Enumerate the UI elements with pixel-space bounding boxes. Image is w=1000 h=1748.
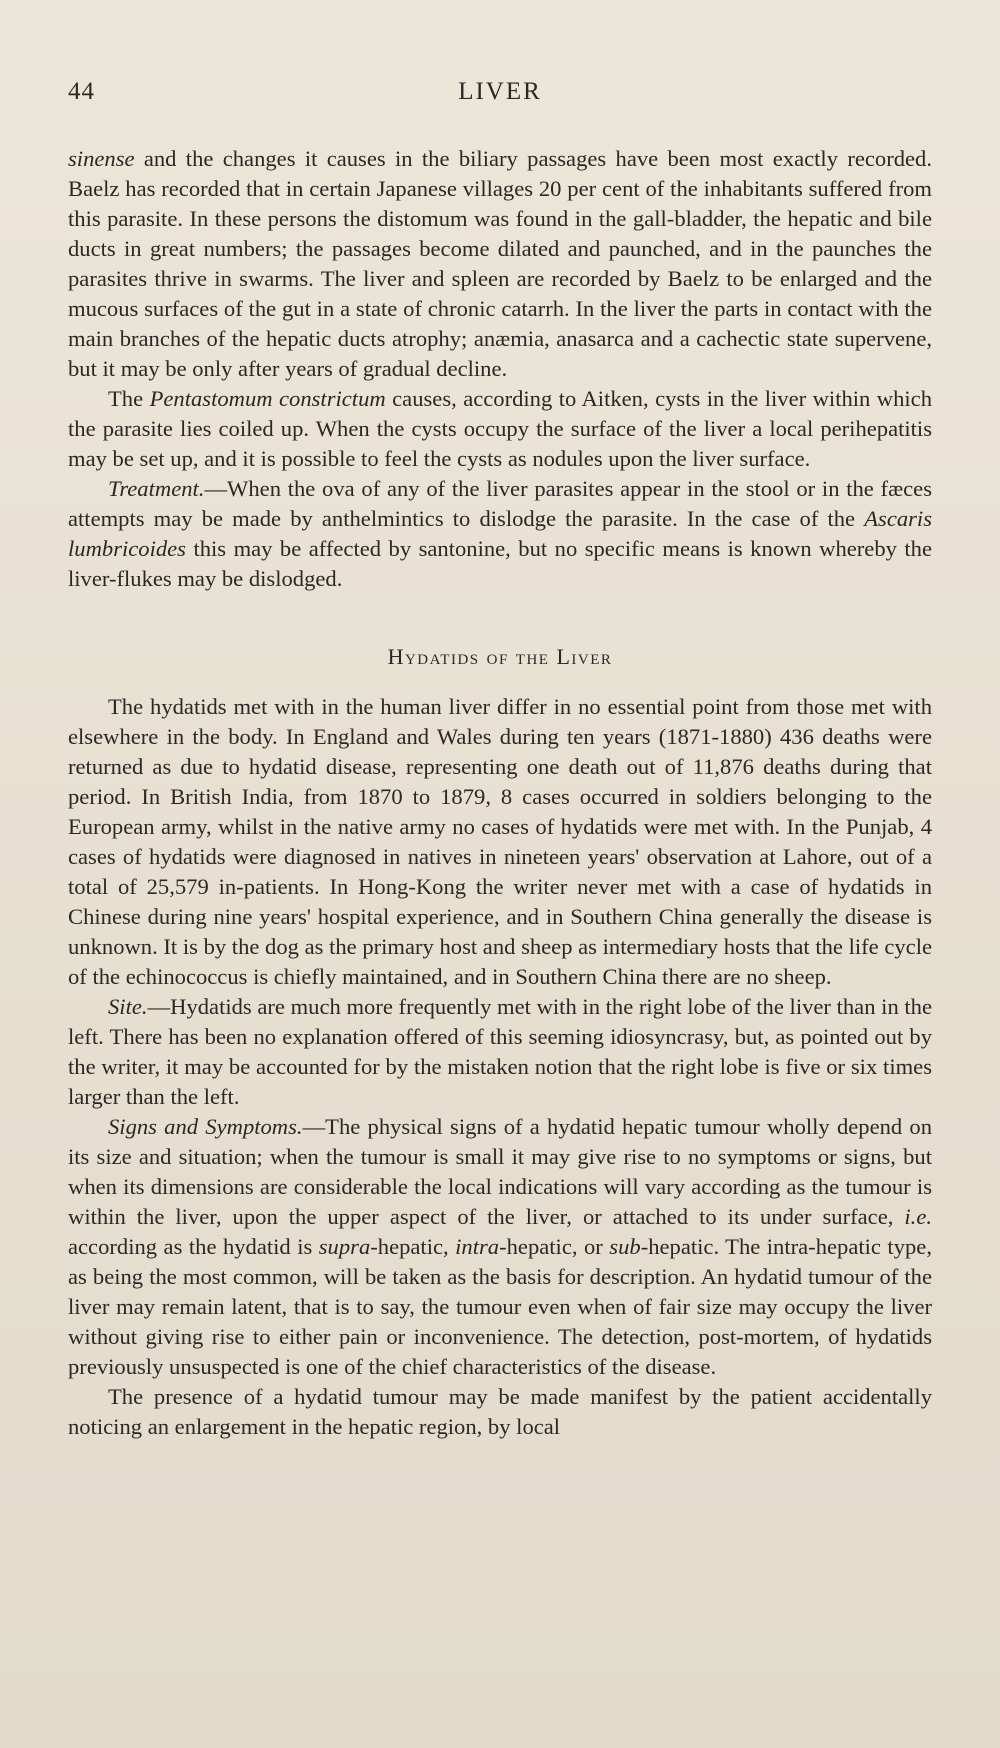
- italic-text: i.e.: [904, 1204, 932, 1229]
- text-run: —Hydatids are much more frequently met with in the right lobe of the liver than in the left. There has been no explanation offered of this seeming idiosyncrasy, but, as pointed out by the writer, it may be accounted for by the mistaken notion that the right lobe is five or six times larger than the left.: [68, 994, 932, 1109]
- italic-text: sinense: [68, 146, 135, 171]
- body-text: [68, 144, 932, 1442]
- paragraphs-before-heading: [68, 144, 932, 594]
- paragraph-p7: [68, 1382, 932, 1442]
- italic-text: Ascaris lumbricoides: [68, 506, 932, 561]
- text-run: and the changes it causes in the biliary passages have been most exactly recorded. Baelz has recorded that in certain Japanese villages 20 per cent of the inhabitants suffered from this parasite. In these persons the distomum was found in the gall-bladder, the hepatic and bile ducts in great numbers; the passages become dilated and paunched, and in the paunches the parasites thrive in swarms. The liver and spleen are recorded by Baelz to be enlarged and the mucous surfaces of the gut in a state of chronic catarrh. In the liver the parts in contact with the main branches of the hepatic ducts atrophy; anæmia, anasarca and a cachectic state supervene, but it may be only after years of gradual decline.: [68, 146, 932, 381]
- text-run: —When the ova of any of the liver parasites appear in the stool or in the fæces attempts may be made by anthelmintics to dislodge the parasite. In the case of the: [68, 476, 932, 531]
- page-number: 44: [68, 78, 95, 105]
- paragraph-p5: [68, 992, 932, 1112]
- italic-text: sub: [609, 1234, 641, 1259]
- text-run: The: [108, 386, 150, 411]
- running-header: [68, 78, 932, 118]
- paragraph-p6: [68, 1112, 932, 1382]
- running-title: LIVER: [458, 78, 542, 105]
- paragraph-p2: [68, 384, 932, 474]
- paragraph-p1: [68, 144, 932, 384]
- italic-text: Signs and Symptoms.: [108, 1114, 303, 1139]
- text-run: according as the hydatid is: [68, 1234, 319, 1259]
- paragraph-p4: [68, 692, 932, 992]
- italic-text: Site.: [108, 994, 148, 1019]
- paragraphs-after-heading: [68, 692, 932, 1442]
- italic-text: Pentastomum constrictum: [149, 386, 386, 411]
- paragraph-p3: [68, 474, 932, 594]
- italic-text: intra: [455, 1234, 500, 1259]
- text-run: this may be affected by santonine, but no specific means is known whereby the liver-flukes may be dislodged.: [68, 536, 932, 591]
- text-run: causes, according to Aitken, cysts in the liver within which the parasite lies coiled up. When the cysts occupy the surface of the liver a local perihepatitis may be set up, and it is possible to feel the cysts as nodules upon the liver surface.: [68, 386, 932, 471]
- text-run: -hepatic,: [370, 1234, 456, 1259]
- text-run: The presence of a hydatid tumour may be made manifest by the patient accidentally noticing an enlargement in the hepatic region, by local: [68, 1384, 932, 1439]
- italic-text: supra: [318, 1234, 371, 1259]
- italic-text: Treatment.: [108, 476, 205, 501]
- text-run: The hydatids met with in the human liver differ in no essential point from those met with elsewhere in the body. In England and Wales during ten years (1871-1880) 436 deaths were returned as due to hydatid disease, representing one death out of 11,876 deaths during that period. In British India, from 1870 to 1879, 8 cases occurred in soldiers belonging to the European army, whilst in the native army no cases of hydatids were met with. In the Punjab, 4 cases of hydatids were diagnosed in natives in nineteen years' observation at Lahore, out of a total of 25,579 in-patients. In Hong-Kong the writer never met with a case of hydatids in Chinese during nine years' hospital experience, and in Southern China generally the disease is unknown. It is by the dog as the primary host and sheep as intermediary hosts that the life cycle of the echinococcus is chiefly maintained, and in Southern China there are no sheep.: [68, 694, 933, 989]
- section-heading: Hydatids of the Liver: [387, 644, 613, 669]
- text-run: -hepatic, or: [499, 1234, 610, 1259]
- text-run: -hepatic. The intra-hepatic type, as being the most common, will be taken as the basis for description. An hydatid tumour of the liver may remain latent, that is to say, the tumour even when of fair size may occupy the liver without giving rise to either pain or inconvenience. The detection, post-mortem, of hydatids previously unsuspected is one of the chief characteristics of the disease.: [68, 1234, 932, 1379]
- text-run: —The physical signs of a hydatid hepatic tumour wholly depend on its size and situation; when the tumour is small it may give rise to no symptoms or signs, but when its dimensions are considerable the local indications will vary according as the tumour is within the liver, upon the upper aspect of the liver, or attached to its under surface,: [68, 1114, 933, 1229]
